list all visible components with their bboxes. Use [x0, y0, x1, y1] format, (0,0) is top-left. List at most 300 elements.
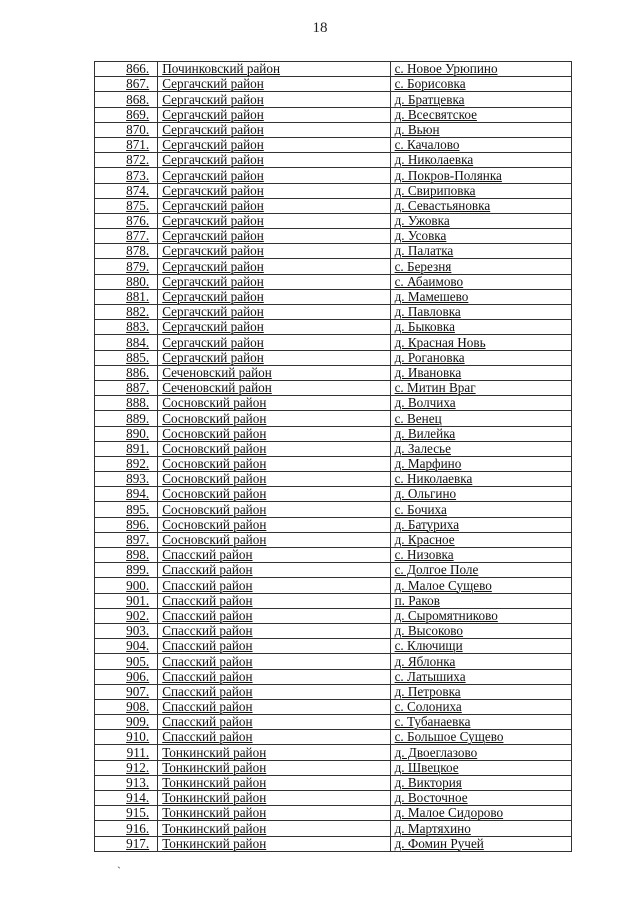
- district-name-cell: [158, 548, 390, 563]
- row-number: 881.: [126, 289, 150, 304]
- row-number-cell: [95, 806, 158, 821]
- settlement-name-cell: [390, 289, 571, 304]
- settlement-name-cell: [390, 532, 571, 547]
- settlement-name: с. Новое Урюпино: [394, 61, 498, 77]
- settlement-name-cell: [390, 411, 571, 426]
- settlement-name: д. Марфино: [394, 456, 462, 472]
- row-number: 914.: [126, 790, 150, 806]
- row-number: 890.: [126, 426, 150, 441]
- district-name: Спасский район: [162, 562, 253, 578]
- table-row: [95, 92, 572, 107]
- row-number: 912.: [126, 760, 150, 775]
- district-name-cell: [158, 654, 390, 669]
- settlement-name-cell: [390, 715, 571, 730]
- settlement-name-cell: [390, 578, 571, 593]
- district-name: Спасский район: [162, 714, 253, 730]
- row-number: 885.: [126, 350, 150, 365]
- row-number-cell: [95, 775, 158, 790]
- settlement-name: д. Всесвятское: [394, 107, 477, 122]
- settlement-name-cell: [390, 836, 571, 851]
- settlement-name-cell: [390, 77, 571, 92]
- settlement-name: д. Быковка: [394, 319, 455, 335]
- settlement-name-cell: [390, 745, 571, 760]
- row-number-cell: [95, 821, 158, 836]
- row-number-cell: [95, 699, 158, 714]
- row-number-cell: [95, 472, 158, 487]
- table-row: [95, 578, 572, 593]
- row-number-cell: [95, 305, 158, 320]
- settlement-name-cell: [390, 730, 571, 745]
- table-row: [95, 137, 572, 152]
- table-row: [95, 487, 572, 502]
- row-number-cell: [95, 168, 158, 183]
- table-row: [95, 563, 572, 578]
- district-name-cell: [158, 517, 390, 532]
- district-name: Сергачский район: [162, 213, 264, 229]
- table-row: [95, 122, 572, 137]
- settlement-name: д. Высоково: [394, 623, 464, 639]
- settlement-name: д. Мамешево: [394, 289, 469, 304]
- table-row: [95, 639, 572, 654]
- settlement-name: с. Большое Сущево: [394, 729, 504, 745]
- scan-mark: `: [117, 864, 121, 878]
- row-number-cell: [95, 229, 158, 244]
- row-number: 916.: [126, 820, 150, 836]
- table-row: [95, 502, 572, 517]
- row-number: 917.: [126, 836, 150, 851]
- row-number: 888.: [126, 395, 150, 411]
- row-number: 898.: [126, 547, 150, 563]
- row-number-cell: [95, 289, 158, 304]
- district-name-cell: [158, 472, 390, 487]
- table-row: [95, 806, 572, 821]
- district-name: Сеченовский район: [162, 380, 272, 396]
- settlement-name: д. Двоеглазово: [394, 744, 478, 760]
- district-name-cell: [158, 305, 390, 320]
- table-row: [95, 654, 572, 669]
- district-name: Спасский район: [162, 608, 253, 623]
- row-number-cell: [95, 548, 158, 563]
- district-name: Сосновский район: [162, 471, 267, 487]
- table-row: [95, 426, 572, 441]
- settlement-name: с. Солониха: [394, 699, 462, 715]
- settlement-name: д. Фомин Ручей: [394, 836, 484, 851]
- table-row: [95, 229, 572, 244]
- district-name-cell: [158, 639, 390, 654]
- row-number-cell: [95, 183, 158, 198]
- settlement-name: с. Березня: [394, 258, 452, 274]
- district-name: Сосновский район: [162, 456, 267, 472]
- settlement-name-cell: [390, 563, 571, 578]
- row-number: 880.: [126, 274, 150, 289]
- row-number-cell: [95, 654, 158, 669]
- settlement-name: д. Ольгино: [394, 486, 457, 502]
- table-row: [95, 821, 572, 836]
- district-name: Сосновский район: [162, 426, 267, 441]
- district-name: Спасский район: [162, 729, 253, 745]
- row-number: 883.: [126, 319, 150, 335]
- row-number-cell: [95, 320, 158, 335]
- row-number-cell: [95, 760, 158, 775]
- row-number: 911.: [126, 744, 150, 760]
- table-row: [95, 684, 572, 699]
- district-name: Сергачский район: [162, 274, 264, 289]
- district-name-cell: [158, 699, 390, 714]
- district-name-cell: [158, 62, 390, 77]
- district-name-cell: [158, 806, 390, 821]
- district-name: Спасский район: [162, 547, 253, 563]
- settlement-name-cell: [390, 517, 571, 532]
- table-row: [95, 456, 572, 471]
- district-name-cell: [158, 760, 390, 775]
- settlement-name-cell: [390, 107, 571, 122]
- row-number-cell: [95, 77, 158, 92]
- district-name-cell: [158, 122, 390, 137]
- settlement-name: д. Мартяхино: [394, 820, 471, 836]
- settlement-name: д. Рогановка: [394, 350, 465, 365]
- row-number: 867.: [126, 76, 150, 92]
- district-name: Сергачский район: [162, 183, 264, 198]
- district-name-cell: [158, 198, 390, 213]
- table-row: [95, 593, 572, 608]
- table-row: [95, 168, 572, 183]
- settlement-name: с. Латышиха: [394, 669, 466, 684]
- row-number: 866.: [126, 61, 150, 77]
- table-row: [95, 107, 572, 122]
- page-number: 18: [312, 20, 328, 36]
- row-number-cell: [95, 244, 158, 259]
- settlement-name: д. Братцевка: [394, 91, 465, 107]
- settlement-name-cell: [390, 426, 571, 441]
- settlement-name: д. Волчиха: [394, 395, 456, 411]
- row-number-cell: [95, 426, 158, 441]
- settlement-name: с. Низовка: [394, 547, 454, 563]
- table-row: [95, 623, 572, 638]
- settlement-name: с. Абаимово: [394, 274, 464, 289]
- row-number-cell: [95, 623, 158, 638]
- row-number: 893.: [126, 471, 150, 487]
- table-row: [95, 730, 572, 745]
- district-name-cell: [158, 502, 390, 517]
- table-row: [95, 289, 572, 304]
- settlement-name: д. Красная Новь: [394, 334, 486, 350]
- row-number: 902.: [126, 608, 150, 623]
- table-body: [95, 62, 572, 852]
- settlement-name-cell: [390, 806, 571, 821]
- settlement-name: д. Усовка: [394, 228, 447, 244]
- table-row: [95, 320, 572, 335]
- district-name: Спасский район: [162, 653, 253, 669]
- row-number: 901.: [126, 593, 150, 608]
- district-name: Сергачский район: [162, 107, 264, 122]
- settlement-name-cell: [390, 775, 571, 790]
- district-name: Спасский район: [162, 593, 253, 608]
- row-number: 904.: [126, 638, 150, 654]
- settlement-name: д. Красное: [394, 532, 455, 547]
- row-number: 892.: [126, 456, 150, 472]
- district-name: Сосновский район: [162, 441, 267, 456]
- district-name-cell: [158, 137, 390, 152]
- row-number: 889.: [126, 410, 150, 426]
- row-number-cell: [95, 335, 158, 350]
- district-name-cell: [158, 730, 390, 745]
- district-name: Тонкинский район: [162, 805, 267, 821]
- district-name-cell: [158, 563, 390, 578]
- settlement-name-cell: [390, 669, 571, 684]
- district-name-cell: [158, 213, 390, 228]
- table-row: [95, 745, 572, 760]
- table-row: [95, 441, 572, 456]
- district-name: Сергачский район: [162, 137, 264, 153]
- district-name-cell: [158, 715, 390, 730]
- row-number: 910.: [126, 729, 150, 745]
- row-number-cell: [95, 639, 158, 654]
- row-number: 899.: [126, 562, 150, 578]
- row-number-cell: [95, 107, 158, 122]
- table-row: [95, 153, 572, 168]
- district-name-cell: [158, 836, 390, 851]
- district-name-cell: [158, 274, 390, 289]
- settlement-name-cell: [390, 92, 571, 107]
- district-name-cell: [158, 92, 390, 107]
- table-row: [95, 77, 572, 92]
- row-number-cell: [95, 517, 158, 532]
- district-name-cell: [158, 153, 390, 168]
- settlement-name: с. Борисовка: [394, 76, 466, 92]
- district-name: Сергачский район: [162, 304, 264, 320]
- district-name-cell: [158, 168, 390, 183]
- row-number-cell: [95, 487, 158, 502]
- district-name-cell: [158, 608, 390, 623]
- settlement-name-cell: [390, 487, 571, 502]
- row-number-cell: [95, 532, 158, 547]
- row-number: 874.: [126, 183, 150, 198]
- district-name: Сергачский район: [162, 334, 264, 350]
- row-number: 873.: [126, 167, 150, 183]
- district-name: Тонкинский район: [162, 744, 267, 760]
- district-name: Сергачский район: [162, 122, 264, 137]
- settlement-name: с. Митин Враг: [394, 380, 476, 396]
- settlement-name-cell: [390, 548, 571, 563]
- table-row: [95, 669, 572, 684]
- district-name: Сергачский район: [162, 243, 264, 259]
- row-number: 870.: [126, 122, 150, 137]
- district-name-cell: [158, 244, 390, 259]
- row-number-cell: [95, 92, 158, 107]
- district-name-cell: [158, 426, 390, 441]
- settlement-name-cell: [390, 259, 571, 274]
- row-number-cell: [95, 578, 158, 593]
- settlement-name: д. Ивановка: [394, 365, 462, 380]
- district-name: Спасский район: [162, 669, 253, 684]
- table-row: [95, 380, 572, 395]
- row-number-cell: [95, 836, 158, 851]
- row-number-cell: [95, 608, 158, 623]
- settlement-name-cell: [390, 623, 571, 638]
- row-number-cell: [95, 274, 158, 289]
- row-number: 907.: [126, 684, 150, 699]
- settlement-name: д. Яблонка: [394, 653, 456, 669]
- settlement-name: с. Венец: [394, 410, 442, 426]
- table-row: [95, 350, 572, 365]
- table-row: [95, 411, 572, 426]
- row-number-cell: [95, 62, 158, 77]
- district-name-cell: [158, 578, 390, 593]
- district-name: Тонкинский район: [162, 836, 267, 851]
- settlement-name: д. Вилейка: [394, 426, 456, 441]
- row-number: 886.: [126, 365, 150, 380]
- row-number: 869.: [126, 107, 150, 122]
- district-name: Сосновский район: [162, 501, 267, 517]
- row-number: 900.: [126, 577, 150, 593]
- settlement-name-cell: [390, 593, 571, 608]
- district-name-cell: [158, 669, 390, 684]
- row-number: 909.: [126, 714, 150, 730]
- row-number: 879.: [126, 258, 150, 274]
- settlement-name-cell: [390, 335, 571, 350]
- row-number-cell: [95, 380, 158, 395]
- settlement-name: д. Николаевка: [394, 152, 474, 168]
- district-name-cell: [158, 77, 390, 92]
- district-name-cell: [158, 745, 390, 760]
- row-number: 887.: [126, 380, 150, 396]
- settlement-name-cell: [390, 153, 571, 168]
- district-name: Сосновский район: [162, 410, 267, 426]
- row-number-cell: [95, 456, 158, 471]
- row-number: 906.: [126, 669, 150, 684]
- settlement-name: д. Севастьяновка: [394, 198, 491, 213]
- row-number-cell: [95, 122, 158, 137]
- table-row: [95, 472, 572, 487]
- settlement-name: д. Малое Сущево: [394, 577, 492, 593]
- row-number-cell: [95, 563, 158, 578]
- table-row: [95, 183, 572, 198]
- district-name-cell: [158, 456, 390, 471]
- row-number: 877.: [126, 228, 150, 244]
- settlement-name-cell: [390, 62, 571, 77]
- settlement-name-cell: [390, 380, 571, 395]
- settlement-registry-table: [94, 61, 572, 852]
- district-name-cell: [158, 441, 390, 456]
- district-name-cell: [158, 365, 390, 380]
- row-number: 878.: [126, 243, 150, 259]
- row-number-cell: [95, 745, 158, 760]
- district-name: Сосновский район: [162, 486, 267, 502]
- settlement-name-cell: [390, 137, 571, 152]
- row-number-cell: [95, 396, 158, 411]
- row-number: 896.: [126, 517, 150, 532]
- district-name: Спасский район: [162, 638, 253, 654]
- row-number-cell: [95, 669, 158, 684]
- table-row: [95, 213, 572, 228]
- district-name: Сосновский район: [162, 395, 267, 411]
- district-name-cell: [158, 380, 390, 395]
- district-name-cell: [158, 183, 390, 198]
- district-name-cell: [158, 335, 390, 350]
- district-name: Спасский район: [162, 699, 253, 715]
- row-number: 884.: [126, 334, 150, 350]
- settlement-name: д. Павловка: [394, 304, 461, 320]
- row-number-cell: [95, 365, 158, 380]
- settlement-name: д. Ужовка: [394, 213, 450, 229]
- district-name: Сергачский район: [162, 152, 264, 168]
- table-row: [95, 244, 572, 259]
- settlement-name: с. Долгое Поле: [394, 562, 479, 578]
- district-name-cell: [158, 396, 390, 411]
- settlement-name-cell: [390, 456, 571, 471]
- table-row: [95, 62, 572, 77]
- table-row: [95, 259, 572, 274]
- table-row: [95, 517, 572, 532]
- row-number-cell: [95, 259, 158, 274]
- district-name: Сергачский район: [162, 167, 264, 183]
- table-row: [95, 198, 572, 213]
- table-row: [95, 699, 572, 714]
- settlement-name: д. Покров-Полянка: [394, 167, 502, 183]
- district-name-cell: [158, 487, 390, 502]
- settlement-name: с. Ключищи: [394, 638, 463, 654]
- settlement-name: с. Николаевка: [394, 471, 473, 487]
- table-row: [95, 548, 572, 563]
- settlement-name: д. Петровка: [394, 684, 461, 699]
- table-row: [95, 532, 572, 547]
- district-name: Сергачский район: [162, 198, 264, 213]
- settlement-name: д. Восточное: [394, 790, 468, 806]
- district-name-cell: [158, 593, 390, 608]
- district-name-cell: [158, 684, 390, 699]
- settlement-name: д. Батуриха: [394, 517, 460, 532]
- district-name-cell: [158, 320, 390, 335]
- row-number: 872.: [126, 152, 150, 168]
- row-number-cell: [95, 137, 158, 152]
- district-name: Сергачский район: [162, 91, 264, 107]
- settlement-name: д. Малое Сидорово: [394, 805, 504, 821]
- settlement-name: д. Сыромятниково: [394, 608, 498, 623]
- settlement-name-cell: [390, 441, 571, 456]
- settlement-name-cell: [390, 502, 571, 517]
- row-number-cell: [95, 153, 158, 168]
- district-name-cell: [158, 229, 390, 244]
- district-name: Тонкинский район: [162, 760, 267, 775]
- district-name-cell: [158, 259, 390, 274]
- settlement-name-cell: [390, 821, 571, 836]
- settlement-name-cell: [390, 213, 571, 228]
- settlement-name-cell: [390, 791, 571, 806]
- row-number: 868.: [126, 91, 150, 107]
- settlement-name-cell: [390, 320, 571, 335]
- table-row: [95, 396, 572, 411]
- district-name: Сергачский район: [162, 350, 264, 365]
- settlement-name: с. Качалово: [394, 137, 460, 153]
- settlement-name: п. Раков: [394, 593, 440, 608]
- district-name: Сосновский район: [162, 532, 267, 547]
- table-row: [95, 715, 572, 730]
- row-number: 895.: [126, 501, 150, 517]
- row-number: 915.: [126, 805, 150, 821]
- row-number: 876.: [126, 213, 150, 229]
- district-name: Сергачский район: [162, 76, 264, 92]
- table-row: [95, 335, 572, 350]
- table-row: [95, 305, 572, 320]
- settlement-name-cell: [390, 183, 571, 198]
- district-name-cell: [158, 775, 390, 790]
- row-number: 871.: [126, 137, 150, 153]
- settlement-name-cell: [390, 760, 571, 775]
- district-name-cell: [158, 350, 390, 365]
- settlement-name-cell: [390, 168, 571, 183]
- row-number-cell: [95, 593, 158, 608]
- settlement-name-cell: [390, 684, 571, 699]
